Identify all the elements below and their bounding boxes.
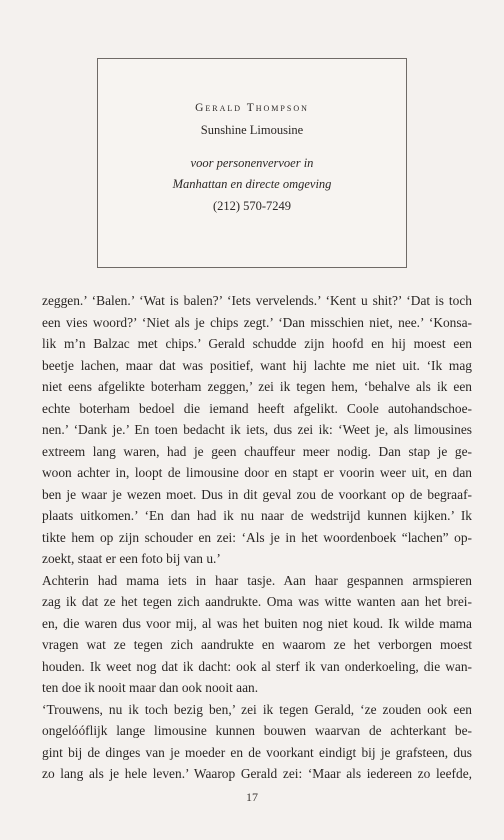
text-line: niet eens afgelikte boterham zeggen,’ zei ik tegen hem, ‘behalve als ik een <box>42 379 472 394</box>
text-line: zo lang als je hele leven.’ Waarop Gerald zei: ‘Maar als iedereen zo leefde, <box>42 766 472 781</box>
text-line: vragen wat ze tegen zich aandrukte en waarom ze het verborgen moest <box>42 637 472 652</box>
card-tagline-line-2: Manhattan en directe omgeving <box>172 177 332 191</box>
body-text <box>42 290 472 785</box>
text-line: zeggen.’ ‘Balen.’ ‘Wat is balen?’ ‘Iets vervelends.’ ‘Kent u shit?’ ‘Dat is toch <box>42 293 472 308</box>
text-line: lik m’n Balzac met chips.’ Gerald schudde zijn hoofd en hij moest een <box>42 336 472 351</box>
text-line: extreem lang waren, had je geen chauffeur meer nodig. Dan stap je ge- <box>42 443 472 459</box>
text-line: beetje lachen, maar dat was positief, want hij lachte me niet uit. ‘Ik mag <box>42 357 472 373</box>
text-line: tikte hem op zijn schouder en zei: ‘Als je in het woordenboek “lachen” op- <box>42 529 472 545</box>
text-line: zag ik dat ze het tegen zich aandrukte. Oma was witte wanten aan het brei- <box>42 594 472 609</box>
text-line: Achterin had mama iets in haar tasje. Aan haar gespannen armspieren <box>42 572 472 588</box>
card-company: Sunshine Limousine <box>200 123 304 137</box>
card-name: Gerald Thompson <box>195 102 309 114</box>
text-line: ‘Trouwens, nu ik toch bezig ben,’ zei ik tegen Gerald, ‘ze zouden ook een <box>42 701 472 717</box>
text-line: ten doe ik nooit maar dan ook nooit aan. <box>42 680 259 695</box>
business-card <box>97 58 407 268</box>
card-phone: (212) 570-7249 <box>212 199 292 213</box>
text-line: en, die waren dus voor mij, al was het buiten nog niet koud. Ik wilde mama <box>42 615 472 631</box>
text-line: ongelóóflijk lange limousine kunnen bouwen waarvan de achterkant be- <box>42 723 472 738</box>
card-tagline-line-1: voor personenvervoer in <box>190 156 314 170</box>
text-line: woon achter in, loopt de limousine door en stapt er voorin weer uit, en dan <box>42 465 472 480</box>
text-line: plaats uitkomen.’ ‘En dan had ik nu naar de wedstrijd kunnen kijken.’ Ik <box>42 508 472 523</box>
text-line: ben je waar je wezen moet. Dus in dit geval zou de voorkant op de begraaf- <box>42 486 472 502</box>
page-number: 17 <box>246 790 258 804</box>
text-line: houden. Ik weet nog dat ik dacht: ook al sterf ik van onderkoeling, die wan- <box>42 658 472 674</box>
text-line: een vies woord?’ ‘Niet als je chips zegt.’ ‘Dan misschien niet, nee.’ ‘Konsa- <box>42 314 472 330</box>
text-line: gint bij de dinges van je moeder en de voorkant eindigt bij je grafsteen, dus <box>42 744 472 760</box>
text-line: zoekt, staat er een foto bij van u.’ <box>42 551 221 566</box>
text-line: nen.’ ‘Dank je.’ En toen bedacht ik iets, dus zei ik: ‘Weet je, als limousines <box>42 422 472 437</box>
text-line: echte boterham bedoel die iemand heeft afgelikt. Coole autohandschoe- <box>42 400 472 416</box>
